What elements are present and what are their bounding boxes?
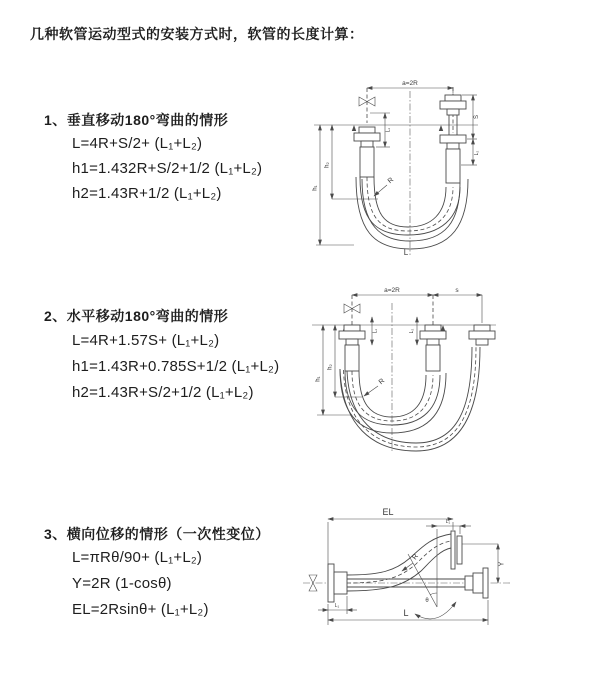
dim-l — [328, 600, 488, 625]
dim-label-l1: L₁ — [372, 328, 379, 334]
plane-arrow-mid — [441, 325, 445, 331]
angle-theta-label: θ — [425, 598, 429, 604]
section-3-heading: 3、横向位移的情形（一次性变位） — [44, 526, 270, 542]
valve-icon — [359, 88, 375, 123]
hose-s-curve — [347, 534, 451, 591]
dim-label-a2r: a=2R — [402, 80, 418, 87]
right-pipe-assembly — [469, 325, 495, 345]
dim-l1 — [372, 317, 379, 345]
radius-label: R — [377, 377, 387, 387]
dim-label-h2: h₂ — [327, 364, 334, 370]
dim-label-s: S — [474, 114, 480, 120]
dim-label-l2: L₂ — [409, 328, 415, 334]
dim-label-l2: L₂ — [474, 150, 480, 156]
dim-label-l: L — [403, 608, 409, 618]
radius-callout — [374, 177, 395, 196]
length-label: L — [403, 248, 409, 257]
section-2-formula-h2: h2=1.43R+S/2+1/2 (L₁+L₂) — [72, 384, 254, 401]
angle-theta — [415, 593, 456, 619]
radius-label: R — [386, 176, 396, 186]
dim-label-el: EL — [382, 507, 394, 517]
page-title: 几种软管运动型式的安装方式时，软管的长度计算： — [30, 26, 364, 42]
section-1-formula-h2: h2=1.43R+1/2 (L₁+L₂) — [72, 185, 222, 202]
right-pipe-assembly — [440, 87, 466, 183]
radius-label: R — [411, 553, 421, 562]
dim-label-l1: L₁ — [385, 127, 392, 133]
section-1-heading: 1、垂直移动180°弯曲的情形 — [44, 112, 229, 128]
section-2-formula-h1: h1=1.43R+0.785S+1/2 (L₁+L₂) — [72, 358, 280, 375]
dim-l1-left — [318, 596, 357, 614]
upper-flange — [451, 531, 462, 569]
section-3-formula-L: L=πRθ/90+ (L₁+L₂) — [72, 549, 203, 566]
dim-s — [433, 287, 482, 323]
dim-h1 — [313, 125, 355, 245]
dim-label-l1-top: L₁ — [445, 519, 451, 525]
diagram-vertical-180-bend — [310, 73, 600, 258]
section-1-formula-L: L=4R+S/2+ (L₁+L₂) — [72, 135, 203, 152]
dim-label-s: s — [455, 287, 459, 294]
dim-l1-top — [426, 519, 471, 534]
section-2-formula-L: L=4R+1.57S+ (L₁+L₂) — [72, 332, 220, 349]
hose-u-curves — [356, 177, 468, 249]
hose-u-curves-position2 — [340, 347, 480, 451]
left-flange — [328, 564, 347, 602]
dim-label-h1: h₁ — [315, 376, 322, 382]
radius-construction-line — [408, 554, 437, 607]
plane-arrow-right — [439, 125, 443, 131]
left-pipe-assembly — [339, 325, 365, 371]
section-1-formula-h1: h1=1.432R+S/2+1/2 (L₁+L₂) — [72, 160, 263, 177]
dim-a2r — [352, 287, 433, 295]
section-2-heading: 2、水平移动180°弯曲的情形 — [44, 308, 229, 324]
radius-callout — [364, 378, 386, 396]
dim-l2 — [409, 317, 417, 345]
left-pipe-assembly — [354, 127, 380, 177]
dim-label-h2: h₂ — [324, 162, 331, 168]
dim-label-y: Y — [498, 561, 506, 567]
dim-el — [328, 507, 453, 564]
right-flange — [465, 568, 488, 598]
section-3-formula-Y: Y=2R (1-cosθ) — [72, 575, 172, 592]
middle-pipe-assembly — [420, 295, 446, 371]
plane-arrow-left — [352, 125, 356, 131]
valve-icon — [344, 295, 360, 329]
dim-y — [498, 544, 506, 583]
dim-label-l1-left: L₁ — [334, 603, 340, 609]
dim-label-h1: h₁ — [312, 185, 319, 191]
diagram-horizontal-180-bend — [310, 283, 600, 468]
dim-label-a2r: a=2R — [384, 287, 400, 294]
section-3-formula-EL: EL=2Rsinθ+ (L₁+L₂) — [72, 601, 209, 618]
diagram-lateral-displacement — [300, 502, 600, 647]
